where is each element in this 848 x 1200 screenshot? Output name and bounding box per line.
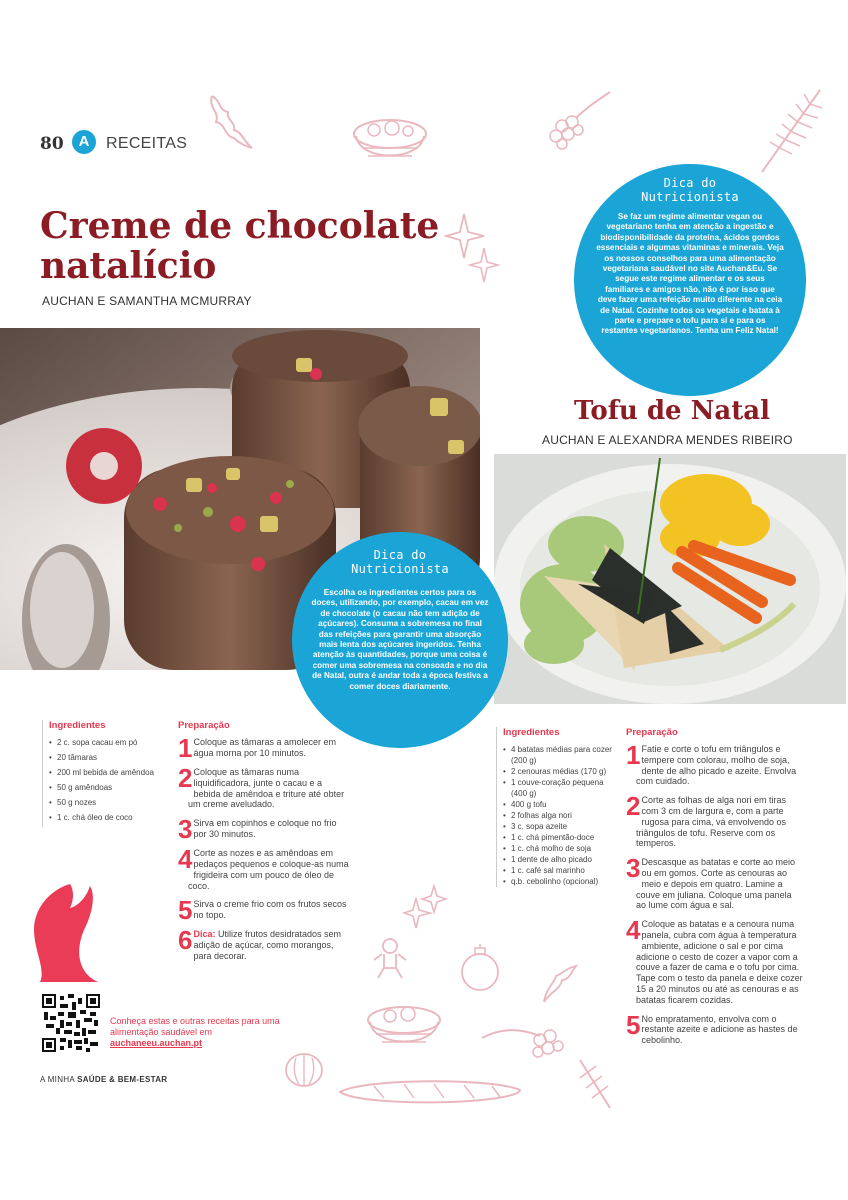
recipe1-author: AUCHAN E SAMANTHA MCMURRAY [42, 294, 252, 308]
ingredient-item: • 1 dente de alho picado [503, 854, 615, 865]
step-number: 4 [626, 915, 641, 946]
recipe2-ingredients [496, 727, 615, 887]
preparation-step [626, 1009, 804, 1046]
ingredient-item: • 1 c. chá molho de soja [503, 843, 615, 854]
ingredient-item: • 400 g tofu [503, 799, 615, 810]
ingredient-item: • 2 cenouras médias (170 g) [503, 766, 615, 777]
preparation-step [178, 925, 350, 961]
preparation-step [178, 733, 350, 763]
grapes-doodle [542, 88, 614, 152]
step-number: 6 [178, 925, 193, 956]
sparkle-stars-doodle-2 [402, 884, 448, 930]
brand-letter: A [78, 133, 90, 150]
sparkle-stars-doodle [444, 212, 500, 284]
ingredient-item: • q.b. cebolinho (opcional) [503, 876, 615, 887]
preparation-step [626, 791, 804, 849]
step-text: Coloque as tâmaras numa liquidificadora, junte o cacau e a bebida de amêndoa e triture até obter um creme aveludado. [188, 767, 345, 810]
tip-title: Dica do Nutricionista [351, 548, 449, 576]
gingerbread-doodle [370, 936, 410, 980]
nutritionist-tip-chocolate [292, 532, 508, 748]
preparation-heading: Preparação [178, 720, 230, 731]
section-title: RECEITAS [106, 135, 188, 152]
ingredient-item: • 3 c. sopa azeite [503, 821, 615, 832]
promo-text: Conheça estas e outras receitas para uma alimentação saudável em auchaneeu.auchan.pt [110, 1016, 280, 1048]
ingredient-item: • 1 c. café sal marinho [503, 865, 615, 876]
ingredient-item: • 20 tâmaras [49, 752, 173, 763]
nutritionist-tip-tofu [574, 164, 806, 396]
preparation-step [178, 763, 350, 810]
preparation-step [626, 740, 804, 787]
step-text: Corte as folhas de alga nori em tiras com 3 cm de largura e, com a parte rugosa para cima, vá envolvendo os triângulos de tofu. Reserve com os temperos. [636, 795, 787, 849]
preparation-step [178, 814, 350, 845]
step-number: 2 [178, 763, 193, 793]
grapes-doodle-2 [480, 1018, 564, 1062]
recipe2-preparation [626, 727, 804, 1054]
page-number: 80 [40, 134, 64, 154]
auchan-logo-icon [72, 130, 96, 154]
red-wave-shape [30, 884, 100, 984]
ingredient-list [503, 744, 615, 887]
preparation-step [178, 895, 350, 926]
step-number: 5 [178, 895, 193, 926]
magazine-footer: A MINHA SAÚDE & BEM-ESTAR [40, 1075, 168, 1084]
preparation-step [626, 915, 804, 1005]
step-number: 1 [626, 740, 641, 770]
preparation-heading: Preparação [626, 727, 678, 738]
step-number: 4 [178, 844, 193, 875]
step-text: Coloque as batatas e a cenoura numa panela, cubra com água à temperatura ambiente, adicione o sal e por cima adicione o cesto de cozer a vapor com a couve a fazer de cama e o tofu por cima. Tape com o testo da panela e deixe cozer 15 a 20 minutos ou até as cenouras e as batatas ficarem cozidas. [636, 919, 803, 1005]
baguette-doodle [334, 1076, 526, 1110]
step-text: No empratamento, envolva com o restante azeite e adicione as hastes de cebolinho. [641, 1013, 798, 1046]
step-text: Descasque as batatas e corte ao meio ou em gomos. Corte as cenouras ao meio e depois em quatro. Lamine a couve em juliana. Coloque uma panela ao lume com água e sal. [636, 857, 796, 911]
step-number: 3 [178, 814, 193, 845]
step-number: 2 [626, 791, 641, 822]
step-text: Sirva em copinhos e coloque no frio por 30 minutos. [193, 818, 337, 839]
preparation-step [626, 853, 804, 911]
tip-title: Dica do Nutricionista [641, 176, 739, 204]
pine-branch-doodle [754, 86, 826, 176]
step-number: 1 [178, 733, 193, 763]
step-text: Sirva o creme frio com os frutos secos no topo. [193, 899, 347, 921]
recipe2-author: AUCHAN E ALEXANDRA MENDES RIBEIRO [542, 433, 793, 447]
tip-text: Se faz um regime alimentar vegan ou vegetariano tenha em atenção a ingestão e biodisponibilidade da proteína, ácidos gordos essenciais e algumas vitaminas e minerais. Veja os nossos conselhos para uma alimentação vegetariana saudável no site Auchan&Eu. Se segue este regime alimentar e os seus familiares e amigos não, não é por isso que deve fazer uma refeição muito diferente na ceia de Natal. Cozinhe todos os vegetais e batata à parte e prepare o tofu para si e para os restantes vegetarianos. Tenha um Feliz Natal! [596, 212, 784, 336]
ingredient-item: • 2 c. sopa cacau em pó [49, 737, 173, 748]
step-text: Fatie e corte o tofu em triângulos e tempere com colorau, molho de soja, dente de alho picado e azeite. Envolva com cuidado. [636, 744, 797, 787]
ingredient-item: • 200 ml bebida de amêndoa [49, 767, 173, 778]
ornament-doodle [458, 942, 502, 994]
ingredient-item: • 1 c. chá pimentão-doce [503, 832, 615, 843]
holly-leaf-doodle [206, 92, 256, 154]
recipe1-preparation [178, 720, 350, 970]
ingredient-item: • 2 folhas alga nori [503, 810, 615, 821]
recipe2-title: Tofu de Natal [574, 396, 770, 426]
step-list [178, 733, 350, 962]
qr-code[interactable] [42, 994, 100, 1052]
step-text: Coloque as tâmaras a amolecer em água morna por 10 minutos. [193, 737, 337, 758]
tip-text: Escolha os ingredientes certos para os doces, utilizando, por exemplo, cacau em vez de chocolate (o cacau não tem adição de açúcares). Consuma a sobremesa no final das refeições para garantir uma absorção mais lenta dos açúcares ingeridos. Tenha atenção às quantidades, porque uma coisa é comer uma sobremesa na consoada e no dia de Natal, outra é andar toda a época festiva a comer doces diariamente. [311, 588, 489, 691]
holly-leaf-doodle-2 [540, 962, 580, 1006]
step-text: Utilize frutos desidratados sem adição de açúcar, como morangos, para decorar. [193, 929, 342, 961]
step-text: Corte as nozes e as amêndoas em pedaços pequenos e coloque-as numa frigideira com um pouco de óleo de coco. [188, 848, 349, 891]
tofu-plate-photo [494, 454, 846, 704]
ingredient-item: • 50 g amêndoas [49, 782, 173, 793]
preparation-step [178, 844, 350, 891]
onion-doodle [282, 1048, 328, 1090]
step-tip-label: Dica: [193, 929, 216, 940]
ingredient-item: • 4 batatas médias para cozer (200 g) [503, 744, 615, 766]
ingredients-heading: Ingredientes [49, 720, 106, 731]
bread-basket-doodle [348, 112, 432, 174]
bread-basket-doodle-2 [362, 1000, 446, 1058]
ingredient-list [49, 737, 173, 823]
step-number: 3 [626, 853, 641, 884]
step-number: 5 [626, 1009, 641, 1040]
ingredient-item: • 50 g nozes [49, 797, 173, 808]
pine-branch-doodle-2 [576, 1056, 616, 1112]
ingredients-heading: Ingredientes [503, 727, 560, 738]
website-link[interactable]: auchaneeu.auchan.pt [110, 1038, 203, 1048]
ingredient-item: • 1 couve-coração pequena (400 g) [503, 777, 615, 799]
recipe1-title: Creme de chocolate natalício [40, 205, 440, 287]
ingredient-item: • 1 c. chá óleo de coco [49, 812, 173, 823]
recipe1-ingredients [42, 720, 173, 827]
step-list [626, 740, 804, 1046]
